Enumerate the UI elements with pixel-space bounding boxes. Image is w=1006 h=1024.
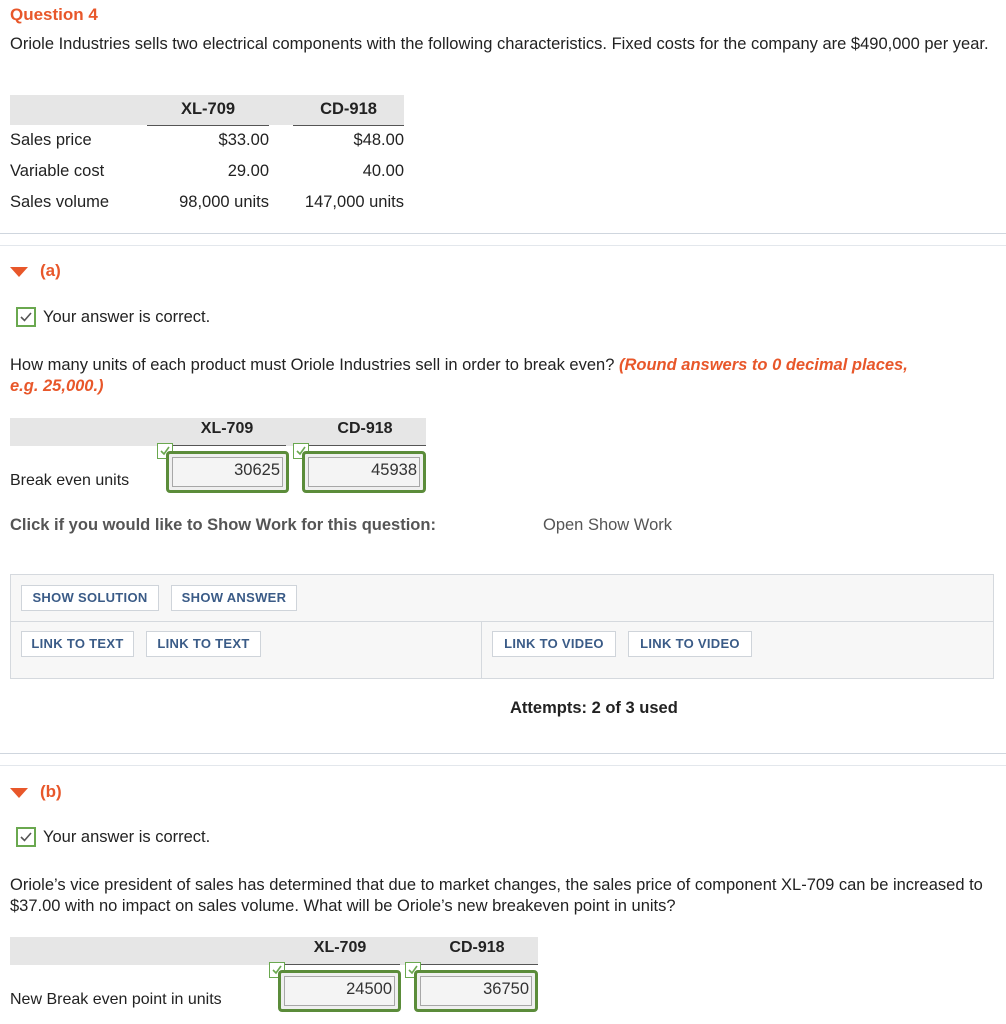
part-a-col-xl709: XL-709 [168, 418, 286, 446]
show-work-label: Click if you would like to Show Work for this question: [10, 516, 436, 534]
panel-divider [11, 621, 993, 622]
part-a-question [10, 355, 940, 397]
row-label: Sales price [10, 131, 92, 149]
product-col-xl709: XL-709 [147, 95, 269, 125]
divider [0, 233, 1006, 234]
break-even-cd918-input[interactable] [302, 451, 426, 493]
product-col-cd918: CD-918 [293, 95, 404, 125]
part-b-status: Your answer is correct. [43, 828, 211, 846]
cell-value: 40.00 [362, 162, 404, 180]
cell-value: 29.00 [227, 162, 269, 180]
link-to-text-button[interactable]: LINK TO TEXT [21, 631, 134, 657]
input-value[interactable]: 24500 [284, 976, 395, 1006]
show-solution-button[interactable]: SHOW SOLUTION [21, 585, 159, 611]
part-a-question-text: How many units of each product must Oriole Industries sell in order to break even? [10, 356, 615, 374]
cell-value: $33.00 [218, 131, 269, 150]
collapse-triangle-icon[interactable] [10, 788, 28, 798]
row-label: Sales volume [10, 193, 110, 211]
part-a-row-label: Break even units [10, 472, 130, 489]
part-b-col-cd918: CD-918 [416, 937, 538, 965]
divider [0, 765, 1006, 766]
part-b-label[interactable]: (b) [40, 782, 62, 801]
part-a-status: Your answer is correct. [43, 308, 211, 326]
divider [0, 753, 1006, 754]
show-answer-button[interactable]: SHOW ANSWER [171, 585, 297, 611]
cell-value: 98,000 units [179, 193, 269, 211]
part-a-col-cd918: CD-918 [304, 418, 426, 446]
open-show-work-link[interactable]: Open Show Work [543, 516, 673, 534]
part-b-question: Oriole’s vice president of sales has determined that due to market changes, the sales price of component XL-709 can be increased to $37.00 with no impact on sales volume. What will be Oriole’s new breakeven point in units? [10, 876, 983, 915]
break-even-xl709-input[interactable] [166, 451, 289, 493]
part-b-row-label: New Break even point in units [10, 991, 222, 1008]
part-b-col-xl709: XL-709 [280, 937, 400, 965]
new-break-even-xl709-input[interactable] [278, 970, 401, 1012]
cell-value: $48.00 [353, 131, 404, 150]
part-a-instruction: (Round answers to 0 decimal places, e.g. 25,000.) [10, 356, 908, 395]
divider [0, 245, 1006, 246]
part-a-label[interactable]: (a) [40, 261, 61, 280]
input-value[interactable]: 45938 [308, 457, 420, 487]
checkmark-icon [16, 827, 36, 847]
panel-divider [481, 622, 482, 678]
link-to-video-button[interactable]: LINK TO VIDEO [628, 631, 752, 657]
link-to-text-button[interactable]: LINK TO TEXT [146, 631, 261, 657]
input-value[interactable]: 30625 [172, 457, 283, 487]
new-break-even-cd918-input[interactable] [414, 970, 538, 1012]
input-value[interactable]: 36750 [420, 976, 532, 1006]
checkmark-icon [16, 307, 36, 327]
cell-value: 147,000 units [304, 193, 404, 211]
collapse-triangle-icon[interactable] [10, 267, 28, 277]
question-text: Oriole Industries sells two electrical components with the following characteristics. Fixed costs for the company are $490,000 per year. [10, 35, 989, 53]
attempts-counter: Attempts: 2 of 3 used [510, 699, 678, 717]
product-table [10, 95, 404, 218]
link-to-video-button[interactable]: LINK TO VIDEO [492, 631, 616, 657]
question-title: Question 4 [10, 5, 98, 24]
row-label: Variable cost [10, 162, 105, 180]
